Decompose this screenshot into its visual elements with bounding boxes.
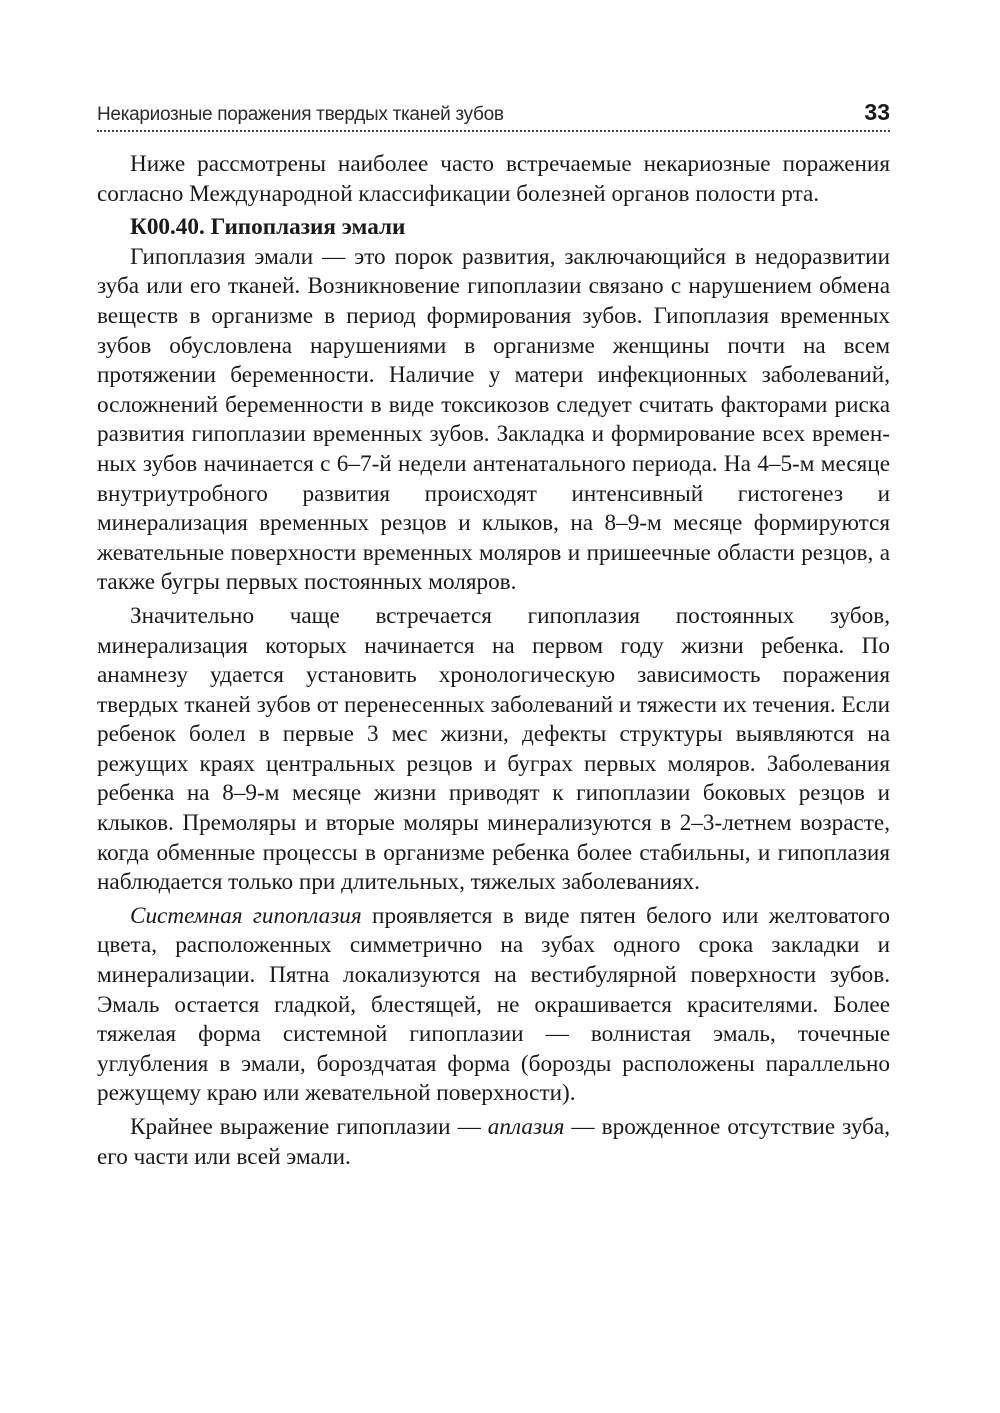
running-title: Некариозные поражения твердых тканей зубов [97,104,504,125]
paragraph-systemic-hypoplasia-text: проявляется в виде пятен белого или желтоватого цвета, расположенных симметрично на зубах одного срока закладки и минерализации. Пятна локализуются на вестибулярной поверхности зубов. Эмаль остается гладкой, блестящей, не окрашивается красителями. Более тяжелая форма системной гипоплазии — волнистая эмаль, точечные углубления в эмали, бороздчатая форма (борозды расположены параллельно режущему краю или жевательной поверхности). [97,902,890,1107]
paragraph-aplasia [97,1113,890,1172]
page-number: 33 [864,99,890,125]
body-text [97,150,890,1172]
book-page [97,90,890,1172]
paragraph-systemic-hypoplasia [97,902,890,1109]
term-systemic-hypoplasia: Системная гипоплазия [130,902,362,929]
running-header [97,90,890,132]
paragraph-aplasia-start: Крайнее выражение гипоплазии — [130,1114,488,1140]
paragraph-permanent-teeth: Значительно чаще встречается гипоплазия постоянных зубов, минерализация которых начинается на первом году жизни ребенка. По анамнезу удается установить хронологическую зависимость поражения твердых тканей зубов от перенесенных заболеваний и тяжести их течения. Если ребенок болел в первые 3 мес жизни, дефекты структуры выявляются на режущих краях центральных резцов и буграх первых моляров. Заболевания ребенка на 8–9-м месяце жизни приводят к гипоплазии боковых резцов и клыков. Премоляры и вторые моляры минерализуются в 2–3-летнем возрасте, когда обменные процессы в организме ребенка более стабильны, и гипоплазия наблюдается только при длительных, тяжелых заболеваниях. [97,602,890,896]
paragraph-aplasia-end: — врожденное отсутствие зуба, его части или всей эмали. [97,1114,891,1170]
paragraph-hypoplasia-definition: Гипоплазия эмали — это порок развития, заключающийся в недоразвитии зуба или его тканей. Возникновение гипоплазии связано с нарушением обмена веществ в организме в период формирования зубов. Гипоплазия временных зубов обусловлена нарушениями в организме женщины почти на всем протяжении беременности. Наличие у матери инфекционных заболеваний, осложнений беременности в виде токсикозов следует считать факторами риска развития гипоплазии временных зубов. Закладка и формирование всех временных зубов начинается с 6–7-й недели антенатального периода. На 4–5-м месяце внутриутробного развития происходят интенсивный гистогенез и минерализация временных резцов и клыков, на 8–9-м месяце формируются жевательные поверхности временных моляров и пришеечные области резцов, а также бугры первых постоянных моляров. [97,243,890,596]
term-aplasia: аплазия [487,1114,565,1140]
intro-paragraph: Ниже рассмотрены наиболее часто встречаемые некариозные поражения согласно Международной классификации болезней органов полости рта. [97,151,890,207]
section-heading: К00.40. Гипоплазия эмали [130,214,406,241]
